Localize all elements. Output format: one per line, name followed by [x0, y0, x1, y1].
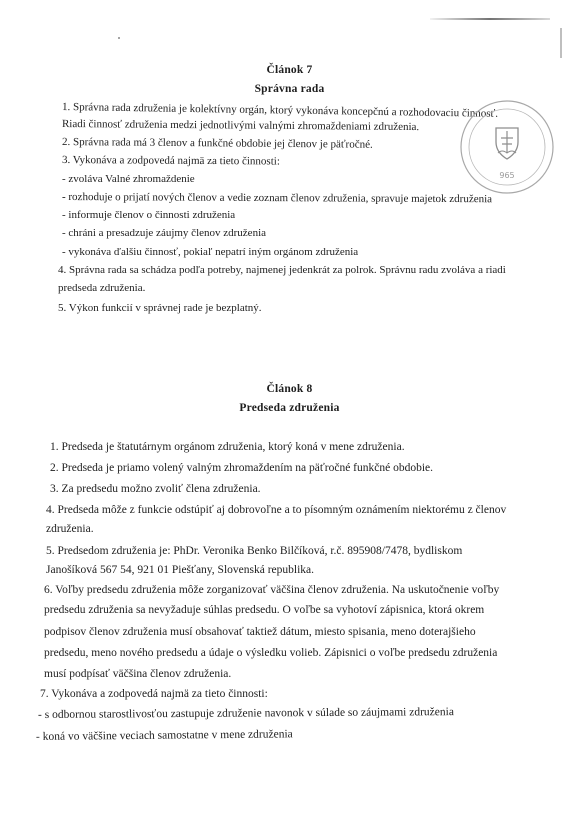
- article-7-line: Riadi činnosť združenia medzi jednotlivými valnými zhromaždeniami združenia.: [61, 118, 420, 134]
- article-8-heading: Článok 8: [266, 383, 313, 395]
- article-7-heading: Článok 7: [266, 64, 313, 76]
- article-8-line: 4. Predseda môže z funkcie odstúpiť aj dobrovoľne a to písomným oznámením niektorému z členov: [46, 504, 507, 516]
- article-8-line: Janošíková 567 54, 921 01 Piešťany, Slovenská republika.: [46, 564, 314, 576]
- article-7-line: - chráni a presadzuje záujmy členov združenia: [62, 227, 267, 239]
- scan-artifact: [118, 37, 120, 39]
- article-8-line: 3. Za predsedu možno zvoliť člena združenia.: [50, 483, 261, 495]
- article-8-line: 1. Predseda je štatutárnym orgánom združenia, ktorý koná v mene združenia.: [50, 441, 405, 453]
- scan-artifact: [430, 18, 550, 20]
- article-8-line: musí podpísať väčšina členov združenia.: [44, 668, 232, 680]
- article-7-line: - informuje členov o činnosti združenia: [62, 209, 236, 221]
- article-7-line: - zvoláva Valné zhromaždenie: [62, 173, 195, 185]
- article-8-line: 5. Predsedom združenia je: PhDr. Veronika Benko Bilčíková, r.č. 895908/7478, bydliskom: [46, 545, 463, 557]
- round-stamp: [458, 98, 556, 196]
- article-8-line: predsedu, meno nového predsedu a údaje o výsledku volieb. Zápisnici o voľbe predsedu združenia: [44, 647, 498, 659]
- article-7-line: 5. Výkon funkcií v správnej rade je bezplatný.: [58, 302, 262, 314]
- article-7-line: 3. Vykonáva a zodpovedá najmä za tieto činnosti:: [61, 154, 280, 168]
- article-7-line: predseda združenia.: [58, 282, 146, 294]
- article-7-line: 1. Správna rada združenia je kolektívny orgán, ktorý vykonáva koncepčnú a rozhodovaciu činnosť.: [61, 101, 499, 120]
- stamp-seal-icon: [458, 98, 556, 196]
- article-8-line: 7. Vykonáva a zodpovedá najmä za tieto činnosti:: [40, 688, 268, 700]
- article-8-line: podpisov členov združenia musí obsahovať taktiež dátum, miesto spisania, meno doterajšieho: [44, 626, 476, 638]
- article-8-line: predsedu združenia sa nevyžaduje súhlas predsedu. O voľbe sa vyhotoví zápisnica, ktorá okrem: [44, 604, 485, 616]
- article-8-line: 6. Voľby predsedu združenia môže zorganizovať väčšina členov združenia. Na uskutočnenie voľby: [44, 584, 500, 596]
- article-8-line: združenia.: [46, 523, 94, 535]
- article-7-line: - rozhoduje o prijatí nových členov a vedie zoznam členov združenia, spravuje majetok združenia: [61, 191, 493, 206]
- article-8-subheading: Predseda združenia: [239, 402, 340, 414]
- article-8-line: 2. Predseda je priamo volený valným zhromaždením na päťročné funkčné obdobie.: [50, 462, 434, 474]
- scan-artifact: [560, 28, 562, 58]
- article-7-line: 2. Správna rada má 3 členov a funkčné obdobie jej členov je päťročné.: [61, 136, 373, 151]
- article-7-line: 4. Správna rada sa schádza podľa potreby, najmenej jedenkrát za polrok. Správnu radu zvoláva a riadi: [58, 264, 506, 276]
- article-8-line: - koná vo väčšine veciach samostatne v mene združenia: [35, 728, 293, 743]
- article-7-line: - vykonáva ďalšiu činnosť, pokiaľ nepatrí iným orgánom združenia: [62, 246, 359, 258]
- stamp-number: 965: [499, 171, 515, 180]
- article-8-line: - s odbornou starostlivosťou zastupuje združenie navonok v súlade so záujmami združenia: [37, 706, 454, 721]
- article-7-subheading: Správna rada: [254, 83, 325, 95]
